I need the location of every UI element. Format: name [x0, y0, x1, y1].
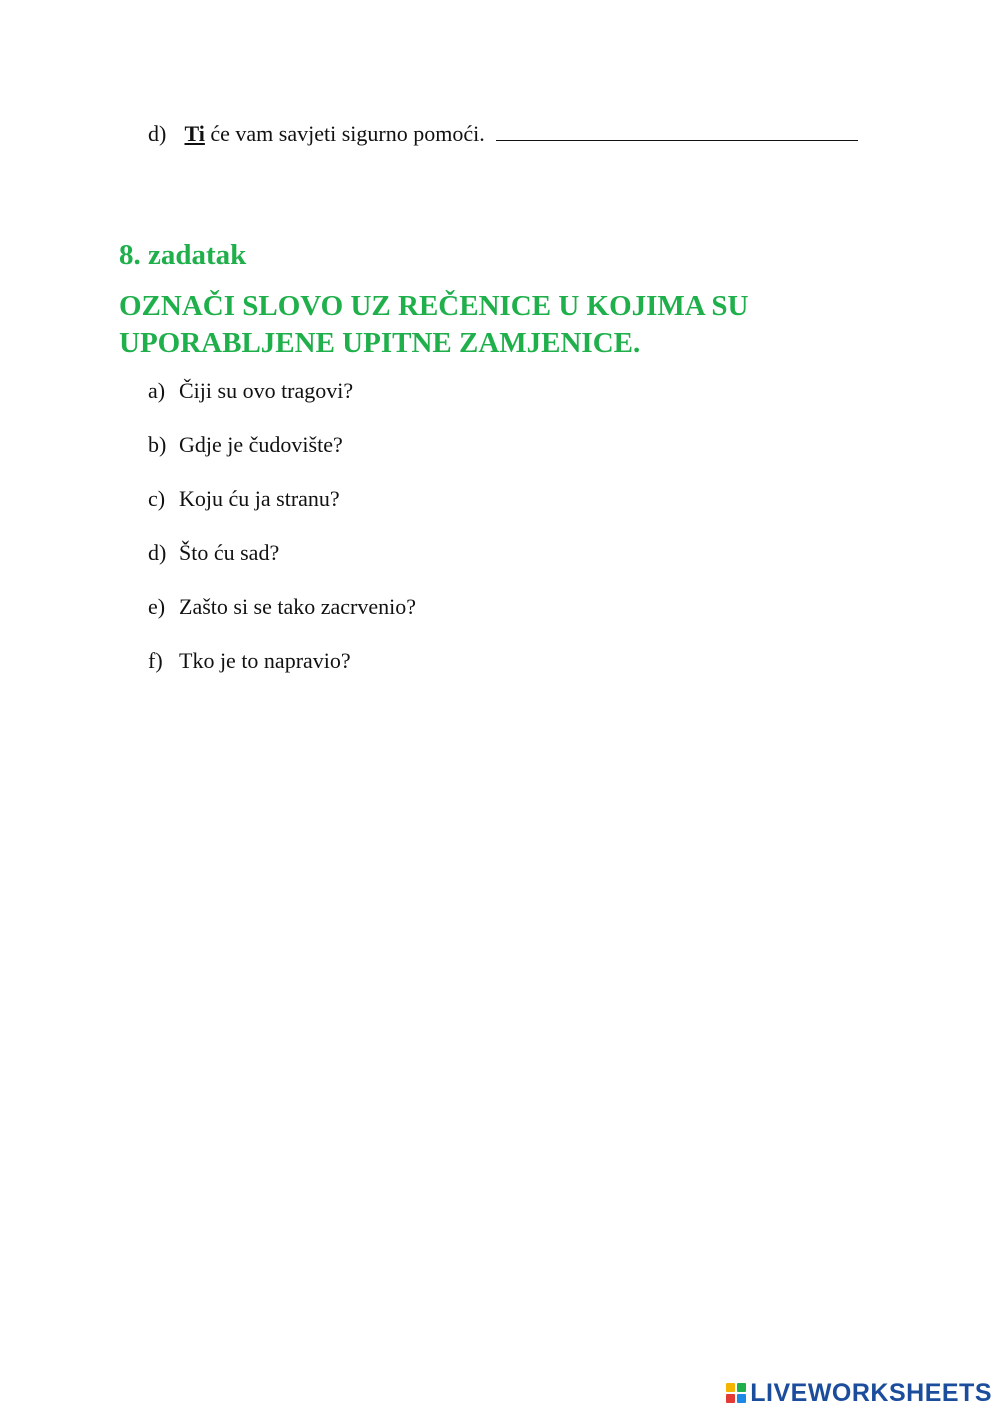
task-heading: 8. zadatak	[119, 239, 247, 271]
option-text: Koju ću ja stranu?	[179, 486, 340, 511]
option-label[interactable]: b)	[148, 432, 167, 457]
item-text: će vam savjeti sigurno pomoći.	[204, 121, 485, 146]
logo-squares-icon	[726, 1383, 746, 1403]
logo-text: LIVEWORKSHEETS	[750, 1378, 992, 1407]
liveworksheets-logo	[726, 1379, 992, 1407]
task-instruction: OZNAČI SLOVO UZ REČENICE U KOJIMA SU UPORABLJENE UPITNE ZAMJENICE.	[119, 290, 749, 359]
underlined-word: Ti	[184, 121, 205, 146]
option-text: Što ću sad?	[179, 540, 280, 565]
option-f[interactable]	[148, 648, 351, 674]
previous-task-item-d	[148, 120, 858, 147]
option-text: Tko je to napravio?	[179, 648, 351, 673]
option-a[interactable]	[148, 378, 353, 404]
option-label[interactable]: e)	[148, 594, 166, 619]
option-label[interactable]: f)	[148, 648, 163, 673]
option-label[interactable]: a)	[148, 378, 166, 403]
option-label[interactable]: c)	[148, 486, 166, 511]
option-label[interactable]: d)	[148, 540, 167, 565]
option-c[interactable]	[148, 486, 340, 512]
option-text: Zašto si se tako zacrvenio?	[179, 594, 417, 619]
option-b[interactable]	[148, 432, 343, 458]
option-text: Gdje je čudovište?	[179, 432, 343, 457]
option-d[interactable]	[148, 540, 279, 566]
answer-blank-line[interactable]	[496, 120, 858, 141]
option-text: Čiji su ovo tragovi?	[179, 378, 354, 403]
item-label: d)	[148, 121, 167, 146]
option-e[interactable]	[148, 594, 416, 620]
